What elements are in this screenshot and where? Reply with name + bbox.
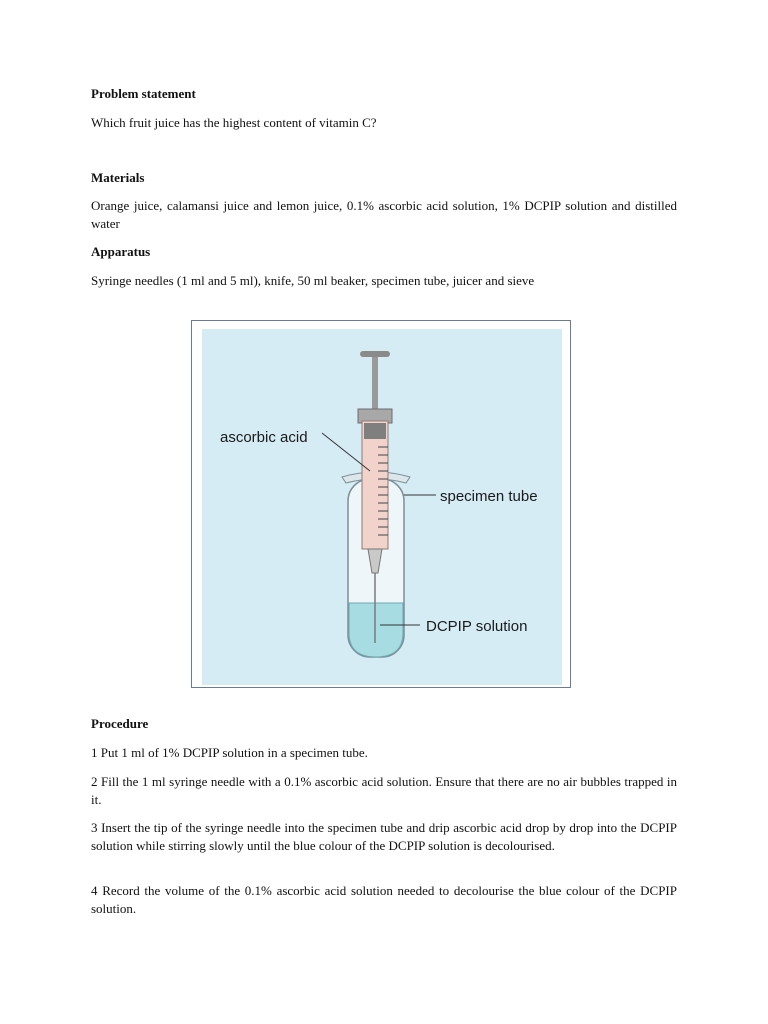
procedure-step-3: 3 Insert the tip of the syringe needle into the specimen tube and drip ascorbic acid drop by drop into the DCPIP solution while stirring slowly until the blue colour of the DCPIP solution is decolourised. (91, 820, 677, 853)
specimen-tube-label: specimen tube (440, 488, 538, 505)
problem-statement-heading: Problem statement (91, 86, 196, 101)
dcpip-solution-label: DCPIP solution (426, 618, 528, 635)
apparatus-text: Syringe needles (1 ml and 5 ml), knife, 50 ml beaker, specimen tube, juicer and sieve (91, 273, 535, 288)
apparatus-figure (191, 320, 571, 688)
problem-statement-text: Which fruit juice has the highest content of vitamin C? (91, 115, 377, 130)
procedure-step-2: 2 Fill the 1 ml syringe needle with a 0.1% ascorbic acid solution. Ensure that there are no air bubbles trapped in it. (91, 774, 677, 807)
procedure-step-1: 1 Put 1 ml of 1% DCPIP solution in a specimen tube. (91, 745, 368, 760)
syringe-barrel (362, 421, 388, 549)
materials-heading: Materials (91, 170, 145, 185)
dcpip-solution (349, 603, 403, 657)
procedure-step-4: 4 Record the volume of the 0.1% ascorbic acid solution needed to decolourise the blue colour of the DCPIP solution. (91, 883, 677, 916)
procedure-heading: Procedure (91, 716, 149, 731)
materials-text: Orange juice, calamansi juice and lemon juice, 0.1% ascorbic acid solution, 1% DCPIP solution and distilled water (91, 198, 677, 231)
syringe-diagram (192, 321, 572, 689)
ascorbic-acid-label: ascorbic acid (220, 429, 308, 446)
apparatus-heading: Apparatus (91, 244, 151, 259)
